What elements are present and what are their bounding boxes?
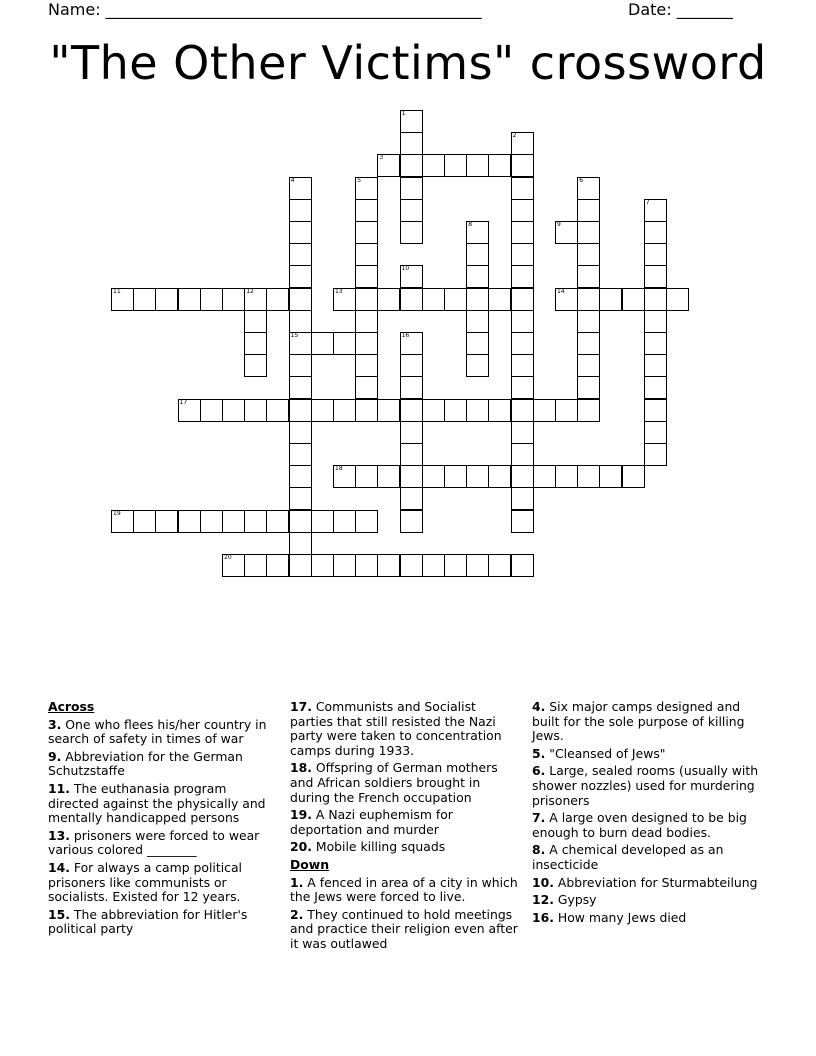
grid-cell[interactable] (444, 399, 467, 422)
grid-cell[interactable] (355, 199, 378, 222)
grid-cell[interactable] (400, 221, 423, 244)
across-clue (48, 861, 280, 905)
grid-cell[interactable] (178, 288, 201, 311)
grid-cell[interactable] (444, 465, 467, 488)
grid-cell[interactable] (599, 288, 622, 311)
grid-cell[interactable] (200, 399, 223, 422)
page-title: "The Other Victims" crossword (49, 36, 767, 90)
grid-cell[interactable] (400, 487, 423, 510)
grid-cell[interactable] (466, 554, 489, 577)
grid-cell[interactable] (511, 421, 534, 444)
cell-number: 9 (557, 221, 561, 228)
grid-cell[interactable] (511, 221, 534, 244)
across-clue (48, 782, 280, 826)
grid-cell[interactable] (200, 288, 223, 311)
grid-cell[interactable] (400, 199, 423, 222)
clue-column-3 (532, 700, 764, 928)
grid-cell[interactable] (289, 332, 312, 355)
clue-text: Offspring of German mothers and African soldiers brought in during the French occupation (290, 760, 498, 805)
clue-column-1 (48, 700, 280, 940)
grid-cell[interactable] (222, 510, 245, 533)
across-clue (48, 750, 280, 779)
grid-cell[interactable] (644, 199, 667, 222)
clue-number: 6. (532, 763, 546, 779)
clue-number: 12. (532, 892, 554, 908)
grid-cell[interactable] (311, 332, 334, 355)
grid-cell[interactable] (355, 177, 378, 200)
across-clue (290, 808, 522, 837)
grid-cell[interactable] (400, 132, 423, 155)
grid-cell[interactable] (289, 354, 312, 377)
down-clue (532, 700, 764, 744)
grid-cell[interactable] (311, 554, 334, 577)
grid-cell[interactable] (422, 554, 445, 577)
grid-cell[interactable] (488, 288, 511, 311)
grid-cell[interactable] (178, 510, 201, 533)
grid-cell[interactable] (289, 376, 312, 399)
cell-number: 20 (224, 554, 232, 561)
grid-cell[interactable] (377, 554, 400, 577)
clue-number: 4. (532, 699, 546, 714)
grid-cell[interactable] (333, 332, 356, 355)
grid-cell[interactable] (333, 288, 356, 311)
clue-text: A Nazi euphemism for deportation and murder (290, 807, 453, 837)
down-clue (290, 908, 522, 952)
grid-cell[interactable] (200, 510, 223, 533)
cell-number: 11 (113, 287, 121, 295)
grid-cell[interactable] (377, 154, 400, 177)
grid-cell[interactable] (511, 177, 534, 200)
grid-cell[interactable] (444, 288, 467, 311)
cell-number: 8 (468, 221, 473, 228)
grid-cell[interactable] (555, 399, 578, 422)
grid-cell[interactable] (511, 265, 534, 288)
clue-number: 10. (532, 874, 554, 890)
down-clue (290, 876, 522, 905)
grid-cell[interactable] (111, 288, 134, 311)
clue-number: 13. (48, 827, 70, 843)
grid-cell[interactable] (377, 399, 400, 422)
grid-cell[interactable] (622, 465, 645, 488)
down-clue (532, 764, 764, 808)
cell-number: 1 (401, 110, 406, 117)
grid-cell[interactable] (222, 399, 245, 422)
clue-number: 2. (290, 906, 304, 922)
grid-cell[interactable] (466, 154, 489, 177)
grid-cell[interactable] (577, 177, 600, 200)
grid-cell[interactable] (355, 265, 378, 288)
clue-number: 7. (532, 810, 546, 826)
cell-number: 15 (290, 332, 299, 339)
grid-cell[interactable] (511, 199, 534, 222)
grid-cell[interactable] (511, 154, 534, 177)
grid-cell[interactable] (178, 399, 201, 422)
down-clue (532, 876, 764, 891)
clue-column-2 (290, 700, 522, 955)
clue-number: 9. (48, 748, 62, 764)
grid-cell[interactable] (511, 510, 534, 533)
clue-text: Six major camps designed and built for the sole purpose of killing Jews. (532, 699, 745, 744)
across-clue (48, 829, 280, 858)
cell-number: 6 (579, 176, 584, 184)
clue-text: A fenced in area of a city in which the Jews were forced to live. (290, 874, 518, 905)
clues-section (48, 700, 778, 950)
grid-cell[interactable] (222, 288, 245, 311)
grid-cell[interactable] (511, 554, 534, 577)
grid-cell[interactable] (111, 510, 134, 533)
clue-text: A large oven designed to be big enough to burn dead bodies. (532, 810, 747, 840)
grid-cell[interactable] (444, 154, 467, 177)
grid-cell[interactable] (466, 265, 489, 288)
cell-number: 16 (401, 332, 410, 339)
clue-text: Large, sealed rooms (usually with shower nozzles) used for murdering prisoners (532, 763, 759, 808)
grid-cell[interactable] (644, 221, 667, 244)
grid-cell[interactable] (289, 221, 312, 244)
clue-number: 11. (48, 780, 70, 796)
grid-cell[interactable] (289, 421, 312, 444)
grid-cell[interactable] (622, 288, 645, 311)
grid-cell[interactable] (577, 332, 600, 355)
grid-cell[interactable] (266, 554, 289, 577)
grid-cell[interactable] (644, 354, 667, 377)
grid-cell[interactable] (400, 332, 423, 355)
grid-cell[interactable] (355, 399, 378, 422)
grid-cell[interactable] (266, 510, 289, 533)
grid-cell[interactable] (333, 465, 356, 488)
grid-cell[interactable] (511, 465, 534, 488)
clue-text: "Cleansed of Jews" (549, 745, 666, 761)
grid-cell[interactable] (466, 332, 489, 355)
grid-cell[interactable] (289, 199, 312, 222)
cell-number: 5 (357, 176, 362, 184)
clue-number: 14. (48, 859, 70, 875)
grid-cell[interactable] (289, 399, 312, 422)
grid-cell[interactable] (266, 288, 289, 311)
grid-cell[interactable] (511, 310, 534, 333)
grid-cell[interactable] (244, 399, 267, 422)
grid-cell[interactable] (644, 332, 667, 355)
clue-number: 16. (532, 909, 554, 925)
grid-cell[interactable] (355, 510, 378, 533)
grid-cell[interactable] (466, 310, 489, 333)
grid-cell[interactable] (577, 376, 600, 399)
grid-cell[interactable] (400, 288, 423, 311)
grid-cell[interactable] (400, 443, 423, 466)
grid-cell[interactable] (355, 354, 378, 377)
across-clue (290, 840, 522, 855)
grid-cell[interactable] (289, 510, 312, 533)
grid-cell[interactable] (422, 399, 445, 422)
grid-cell[interactable] (577, 399, 600, 422)
cell-number: 3 (379, 154, 384, 162)
grid-cell[interactable] (422, 154, 445, 177)
grid-cell[interactable] (400, 421, 423, 444)
clue-number: 8. (532, 842, 546, 858)
grid-cell[interactable] (644, 265, 667, 288)
grid-cell[interactable] (466, 288, 489, 311)
down-clue (532, 911, 764, 926)
grid-cell[interactable] (244, 510, 267, 533)
grid-cell[interactable] (289, 310, 312, 333)
grid-cell[interactable] (333, 399, 356, 422)
grid-cell[interactable] (289, 243, 312, 266)
grid-cell[interactable] (155, 510, 178, 533)
clue-text: prisoners were forced to wear various colored ________ (48, 827, 260, 858)
grid-cell[interactable] (289, 177, 312, 200)
grid-cell[interactable] (488, 399, 511, 422)
grid-cell[interactable] (466, 399, 489, 422)
grid-cell[interactable] (400, 510, 423, 533)
grid-cell[interactable] (466, 221, 489, 244)
grid-cell[interactable] (511, 399, 534, 422)
grid-cell[interactable] (400, 465, 423, 488)
cell-number: 2 (512, 132, 517, 140)
grid-cell[interactable] (133, 288, 156, 311)
grid-cell[interactable] (644, 288, 667, 311)
grid-cell[interactable] (555, 288, 578, 311)
grid-cell[interactable] (355, 376, 378, 399)
cell-number: 19 (113, 509, 121, 517)
down-clue (532, 843, 764, 872)
grid-cell[interactable] (577, 221, 600, 244)
grid-cell[interactable] (222, 554, 245, 577)
grid-cell[interactable] (289, 288, 312, 311)
down-heading: Down (290, 856, 330, 872)
grid-cell[interactable] (400, 265, 423, 288)
clue-number: 17. (290, 699, 312, 714)
cell-number: 14 (557, 287, 565, 295)
grid-cell[interactable] (555, 221, 578, 244)
grid-cell[interactable] (333, 510, 356, 533)
clue-number: 5. (532, 745, 546, 761)
grid-cell[interactable] (577, 243, 600, 266)
grid-cell[interactable] (311, 399, 334, 422)
clue-text: For always a camp political prisoners like communists or socialists. Existed for 12 years. (48, 859, 242, 905)
grid-cell[interactable] (244, 554, 267, 577)
grid-cell[interactable] (355, 332, 378, 355)
grid-cell[interactable] (577, 354, 600, 377)
grid-cell[interactable] (355, 221, 378, 244)
clue-text: How many Jews died (557, 909, 687, 925)
grid-cell[interactable] (666, 288, 689, 311)
grid-cell[interactable] (289, 554, 312, 577)
name-field[interactable]: Name: _______________________________________________ (48, 0, 482, 19)
grid-cell[interactable] (355, 465, 378, 488)
grid-cell[interactable] (422, 465, 445, 488)
cell-number: 12 (246, 287, 254, 295)
cell-number: 10 (401, 265, 410, 273)
cell-number: 17 (179, 398, 188, 406)
grid-cell[interactable] (644, 376, 667, 399)
grid-cell[interactable] (244, 354, 267, 377)
grid-cell[interactable] (599, 465, 622, 488)
grid-cell[interactable] (644, 399, 667, 422)
across-heading: Across (48, 699, 95, 714)
grid-cell[interactable] (644, 443, 667, 466)
grid-cell[interactable] (577, 310, 600, 333)
clue-text: The euthanasia program directed against the physically and mentally handicapped persons (48, 780, 266, 826)
grid-cell[interactable] (511, 354, 534, 377)
clue-text: One who flees his/her country in search of safety in times of war (48, 716, 267, 747)
across-clue (48, 908, 280, 937)
grid-cell[interactable] (400, 554, 423, 577)
grid-cell[interactable] (511, 288, 534, 311)
grid-cell[interactable] (355, 243, 378, 266)
clue-text: Mobile killing squads (315, 839, 446, 855)
grid-cell[interactable] (355, 554, 378, 577)
grid-cell[interactable] (488, 465, 511, 488)
grid-cell[interactable] (289, 465, 312, 488)
clue-number: 15. (48, 906, 70, 922)
grid-cell[interactable] (244, 332, 267, 355)
grid-cell[interactable] (444, 554, 467, 577)
grid-cell[interactable] (266, 399, 289, 422)
grid-cell[interactable] (577, 288, 600, 311)
clue-number: 3. (48, 716, 62, 732)
grid-cell[interactable] (533, 465, 556, 488)
grid-cell[interactable] (577, 199, 600, 222)
grid-cell[interactable] (333, 554, 356, 577)
across-clue (290, 700, 522, 758)
grid-cell[interactable] (377, 465, 400, 488)
cell-number: 13 (335, 287, 343, 295)
grid-cell[interactable] (511, 443, 534, 466)
grid-cell[interactable] (400, 399, 423, 422)
clue-text: Gypsy (557, 892, 597, 908)
grid-cell[interactable] (466, 354, 489, 377)
across-clue (290, 761, 522, 805)
grid-cell[interactable] (400, 177, 423, 200)
grid-cell[interactable] (355, 310, 378, 333)
date-field[interactable]: Date: _______ (628, 0, 733, 19)
grid-cell[interactable] (400, 154, 423, 177)
clue-text: Abbreviation for the German Schutzstaffe (48, 748, 243, 779)
grid-cell[interactable] (400, 376, 423, 399)
grid-cell[interactable] (511, 132, 534, 155)
grid-cell[interactable] (644, 421, 667, 444)
grid-cell[interactable] (400, 354, 423, 377)
grid-cell[interactable] (644, 310, 667, 333)
grid-cell[interactable] (355, 288, 378, 311)
clue-number: 19. (290, 807, 312, 823)
clue-text: They continued to hold meetings and practice their religion even after it was outlawed (290, 906, 518, 951)
clue-text: Communists and Socialist parties that still resisted the Nazi party were taken to concentration camps during 1933. (290, 699, 502, 758)
grid-cell[interactable] (511, 243, 534, 266)
grid-cell[interactable] (488, 154, 511, 177)
down-clue (532, 893, 764, 908)
down-clue (532, 811, 764, 840)
grid-cell[interactable] (644, 243, 667, 266)
clue-number: 1. (290, 874, 304, 890)
grid-cell[interactable] (311, 510, 334, 533)
grid-cell[interactable] (577, 265, 600, 288)
clue-text: The abbreviation for Hitler's political party (48, 906, 248, 937)
cell-number: 7 (645, 198, 650, 206)
grid-cell[interactable] (289, 443, 312, 466)
grid-cell[interactable] (555, 465, 578, 488)
grid-cell[interactable] (466, 243, 489, 266)
grid-cell[interactable] (466, 465, 489, 488)
clue-text: A chemical developed as an insecticide (532, 842, 724, 872)
grid-cell[interactable] (400, 110, 423, 133)
grid-cell[interactable] (377, 288, 400, 311)
across-clue (48, 718, 280, 747)
grid-cell[interactable] (422, 288, 445, 311)
clue-text: Abbreviation for Sturmabteilung (557, 874, 758, 890)
grid-cell[interactable] (577, 465, 600, 488)
cell-number: 18 (335, 465, 343, 473)
grid-cell[interactable] (244, 310, 267, 333)
clue-number: 20. (290, 839, 312, 855)
grid-cell[interactable] (511, 332, 534, 355)
grid-cell[interactable] (155, 288, 178, 311)
grid-cell[interactable] (488, 554, 511, 577)
down-clue (532, 747, 764, 762)
grid-cell[interactable] (289, 487, 312, 510)
grid-cell[interactable] (289, 265, 312, 288)
grid-cell[interactable] (511, 376, 534, 399)
grid-cell[interactable] (511, 487, 534, 510)
cell-number: 4 (290, 176, 295, 184)
clue-number: 18. (290, 760, 312, 776)
grid-cell[interactable] (244, 288, 267, 311)
grid-cell[interactable] (533, 399, 556, 422)
grid-cell[interactable] (133, 510, 156, 533)
grid-cell[interactable] (289, 532, 312, 555)
